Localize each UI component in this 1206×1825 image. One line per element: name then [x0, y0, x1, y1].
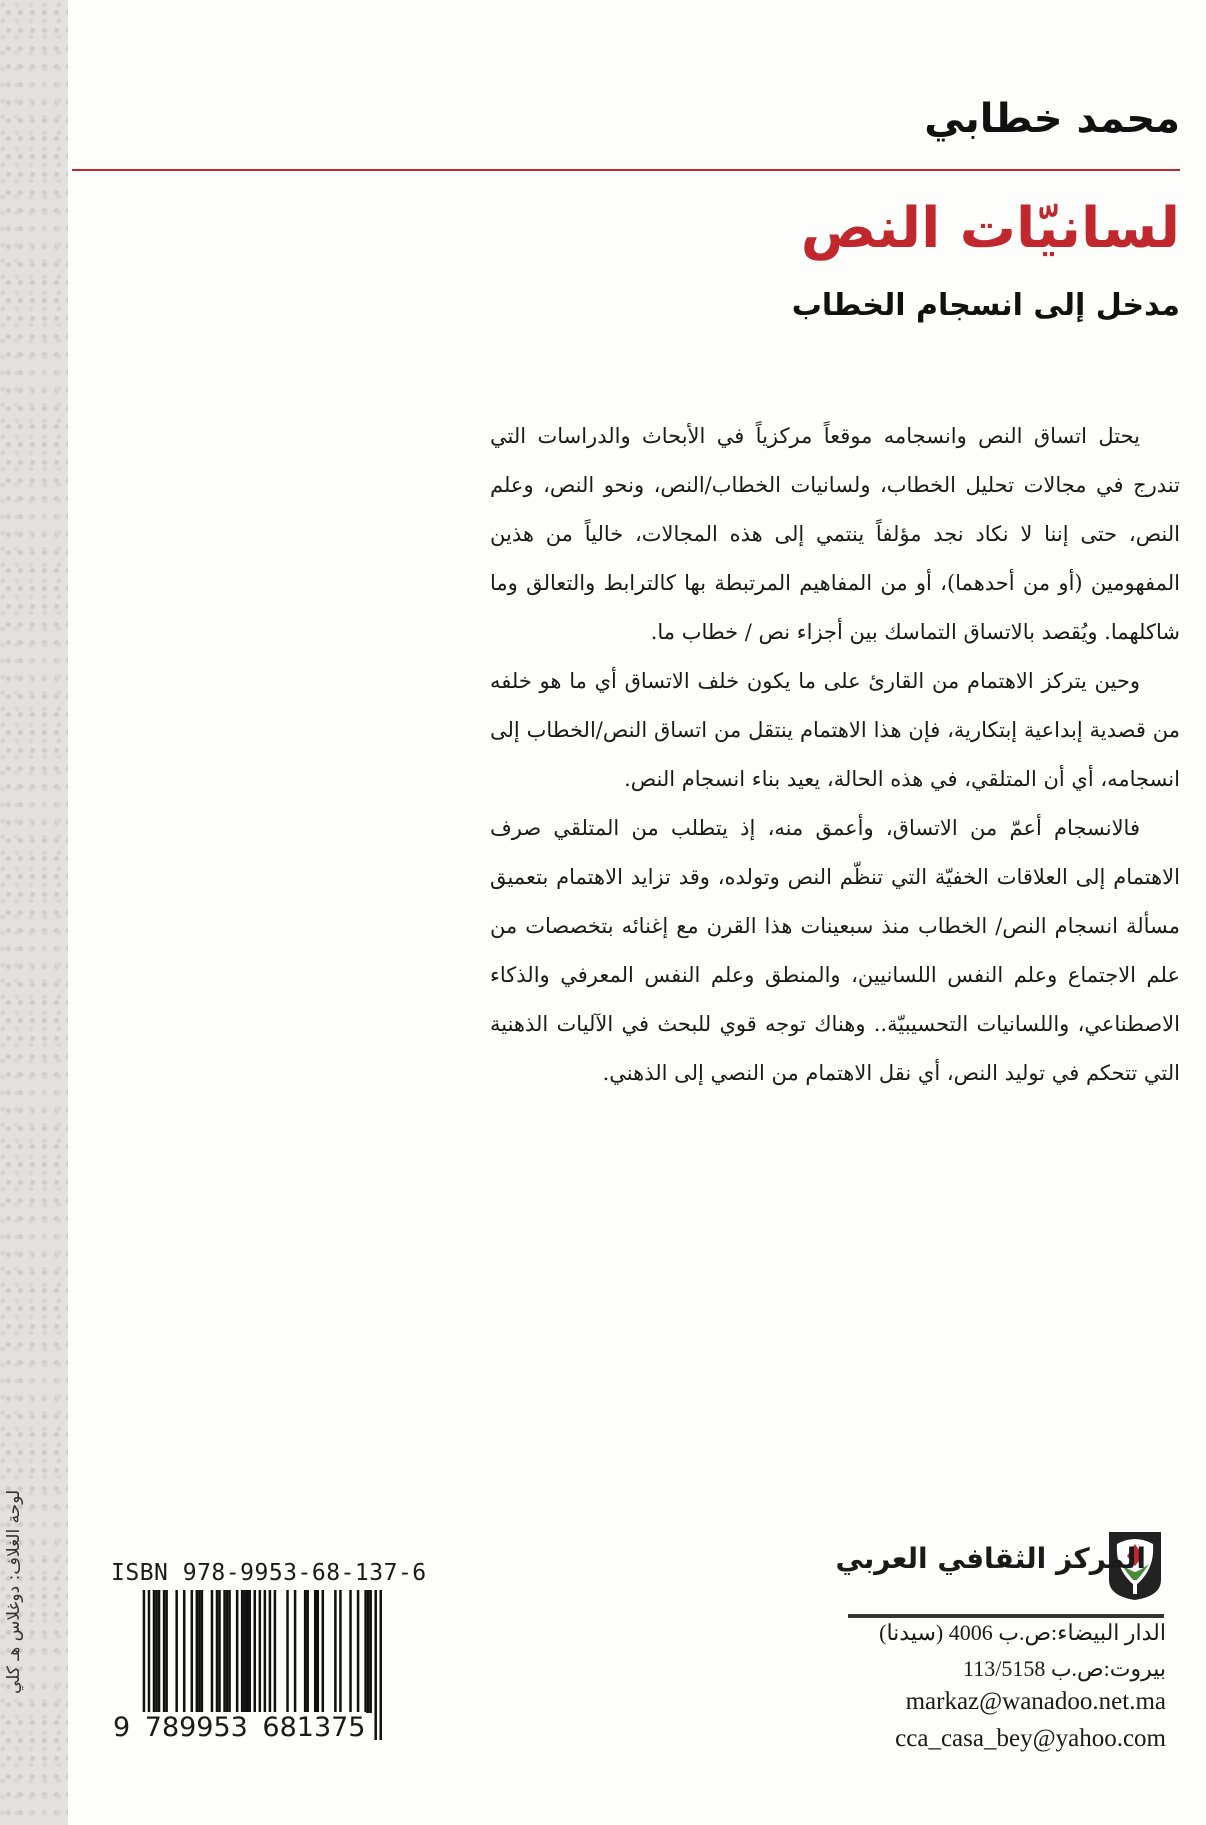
- blurb-paragraph: يحتل اتساق النص وانسجامه موقعاً مركزياً في الأبحاث والدراسات التي تندرج في مجالات تحليل الخطاب، ولسانيات الخطاب/النص، ونحو النص، وعلم النص، حتى إننا لا نكاد نجد مؤلفاً ينتمي إلى هذه المجالات، خالياً من هذين المفهومين (أو من أحدهما)، أو من المفاهيم المرتبطة بها كالترابط والتعالق وما شاكلهما. ويُقصد بالاتساق التماسك بين أجزاء نص / خطاب ما.: [490, 424, 1180, 644]
- barcode-bar: [158, 1590, 161, 1713]
- barcode-bar: [367, 1590, 370, 1713]
- barcode-bar: [196, 1590, 199, 1713]
- barcode-bar: [294, 1590, 297, 1713]
- barcode-bar: [218, 1590, 221, 1713]
- barcode-bar: [254, 1590, 257, 1713]
- barcode-bar: [274, 1590, 277, 1713]
- barcode-bar: [243, 1590, 246, 1713]
- barcode-bar: [357, 1590, 360, 1713]
- barcode-bar: [314, 1590, 317, 1713]
- isbn-text: ISBN 978-9953-68-137-6: [111, 1560, 427, 1586]
- barcode-bar: [369, 1590, 372, 1713]
- barcode-bar: [216, 1590, 219, 1713]
- barcode-bar: [364, 1590, 367, 1713]
- blurb-paragraph: فالانسجام أعمّ من الاتساق، وأعمق منه، إذ يتطلب من المتلقي صرف الاهتمام إلى العلاقات الخفيّة التي تنظّم النص وتولده، وقد تزايد الاهتمام بتعميق مسألة انسجام النص/ الخطاب منذ سبعينات هذا القرن مع إغنائه بتخصصات من علم الاجتماع وعلم النفس اللسانيين، والمنطق وعلم النفس المعرفي والذكاء الاصطناعي، واللسانيات التحسيبيّة.. وهناك توجه قوي للبحث في الآليات الذهنية التي تتحكم في توليد النص، أي نقل الاهتمام من النصي إلى الذهني.: [490, 816, 1180, 1085]
- email-link[interactable]: markaz@wanadoo.net.ma: [905, 1688, 1166, 1715]
- barcode-bar: [248, 1590, 251, 1713]
- barcode-bar: [201, 1590, 204, 1713]
- barcode-bar: [241, 1590, 244, 1713]
- author-name: محمد خطابي: [924, 96, 1180, 142]
- publisher-divider: [848, 1614, 1164, 1618]
- barcode-bar: [155, 1590, 158, 1713]
- barcode-bar: [236, 1590, 239, 1713]
- barcode-bar: [226, 1590, 229, 1713]
- address-casablanca: الدار البيضاء:ص.ب 4006 (سيدنا): [879, 1620, 1166, 1645]
- barcode-bar: [198, 1590, 201, 1713]
- barcode-bar: [339, 1590, 342, 1713]
- book-title: لسانيّات النص: [800, 196, 1180, 261]
- blurb-paragraph: وحين يتركز الاهتمام من القارئ على ما يكون خلف الاتساق أي ما هو خلفه من قصدية إبداعية إبتكارية، فإن هذا الاهتمام ينتقل من اتساق النص/الخطاب إلى انسجامه، أي أن المتلقي، في هذه الحالة، يعيد بناء انسجام النص.: [490, 669, 1180, 791]
- barcode-bar: [165, 1590, 168, 1713]
- barcode-bar: [183, 1590, 186, 1713]
- barcode-bar: [306, 1590, 309, 1713]
- barcode-bar: [269, 1590, 272, 1713]
- title-divider: [72, 169, 1180, 171]
- barcode-bar: [163, 1590, 166, 1713]
- barcode-bar: [317, 1590, 320, 1713]
- barcode-digits: [112, 1712, 366, 1743]
- barcode-bar: [334, 1590, 337, 1713]
- barcode-bar: [379, 1590, 382, 1740]
- email-link[interactable]: cca_casa_bey@yahoo.com: [895, 1725, 1166, 1752]
- barcode-bar: [304, 1590, 307, 1713]
- barcode-bar: [223, 1590, 226, 1713]
- blurb: [490, 412, 1180, 1098]
- barcode-number: 9 789953 681375: [113, 1712, 366, 1743]
- barcode-bar: [286, 1590, 289, 1713]
- barcode-bar: [322, 1590, 325, 1713]
- publisher-name: المركز الثقافي العربي: [835, 1542, 1146, 1575]
- barcode-bar: [349, 1590, 352, 1713]
- book-subtitle: مدخل إلى انسجام الخطاب: [791, 288, 1180, 323]
- barcode-bar: [153, 1590, 156, 1713]
- barcode-bar: [246, 1590, 249, 1713]
- barcode-bar: [175, 1590, 178, 1713]
- barcode-bar: [228, 1590, 231, 1713]
- cover-art-credit: لوحة الغلاف: دوغلاس هـ كلي: [4, 1490, 24, 1695]
- book-spine: [0, 0, 68, 1825]
- barcode-bar: [374, 1590, 377, 1740]
- barcode-bar: [191, 1590, 194, 1713]
- address-beirut: بيروت:ص.ب 113/5158: [963, 1656, 1166, 1681]
- barcode-bar: [211, 1590, 214, 1713]
